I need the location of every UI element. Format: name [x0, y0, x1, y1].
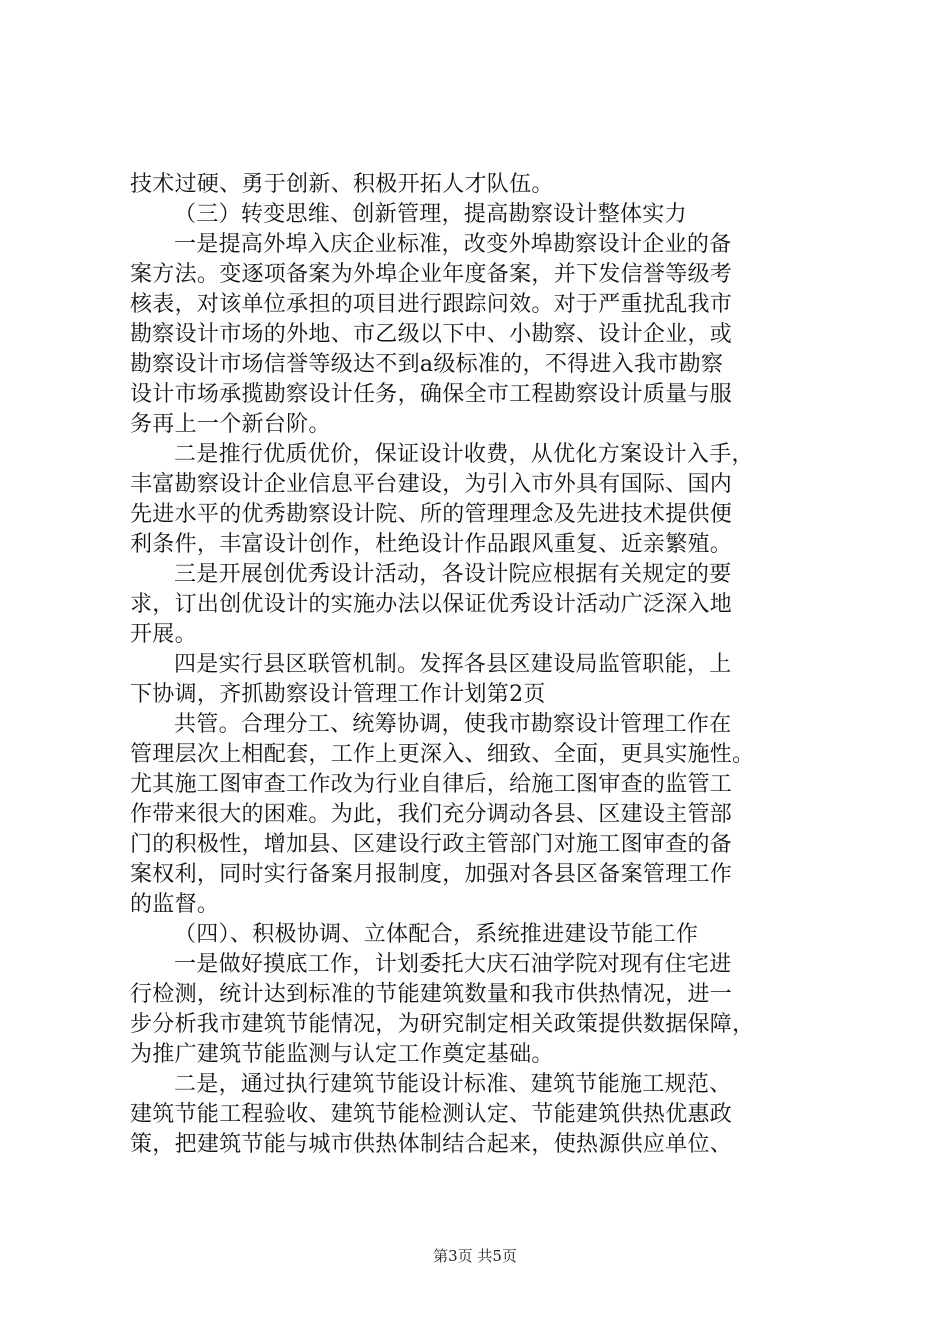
text-line: 案权利，同时实行备案月报制度，加强对各县区备案管理工作	[130, 862, 733, 887]
page-footer: 第3页 共5页	[433, 1247, 517, 1265]
text-line: 共管。合理分工、统筹协调，使我市勘察设计管理工作在	[174, 712, 732, 737]
text-line: 开展。	[130, 622, 197, 647]
text-line: （四）、积极协调、立体配合，系统推进建设节能工作	[174, 922, 699, 947]
text-line: 勘察设计市场信誉等级达不到a级标准的，不得进入我市勘察	[130, 352, 724, 377]
text-line: （三）转变思维、创新管理，提高勘察设计整体实力	[174, 202, 687, 227]
text-line: 勘察设计市场的外地、市乙级以下中、小勘察、设计企业，或	[130, 322, 733, 347]
text-line: 行检测，统计达到标准的节能建筑数量和我市供热情况，进一	[130, 982, 733, 1007]
text-line: 尤其施工图审查工作改为行业自律后，给施工图审查的监管工	[130, 772, 733, 797]
text-line: 门的积极性，增加县、区建设行政主管部门对施工图审查的备	[130, 832, 733, 857]
text-line: 技术过硬、勇于创新、积极开拓人才队伍。	[130, 172, 554, 197]
document-body	[130, 170, 834, 1160]
text-line: 案方法。变逐项备案为外埠企业年度备案，并下发信誉等级考	[130, 262, 733, 287]
text-line: 建筑节能工程验收、建筑节能检测认定、节能建筑供热优惠政	[130, 1102, 733, 1127]
text-line: 利条件，丰富设计创作，杜绝设计作品跟风重复、近亲繁殖。	[130, 532, 733, 557]
text-line: 三是开展创优秀设计活动，各设计院应根据有关规定的要	[174, 562, 732, 587]
text-line: 设计市场承揽勘察设计任务，确保全市工程勘察设计质量与服	[130, 382, 733, 407]
text-line: 为推广建筑节能监测与认定工作奠定基础。	[130, 1042, 554, 1067]
text-line: 四是实行县区联管机制。发挥各县区建设局监管职能，上	[174, 652, 732, 677]
text-line: 求，订出创优设计的实施办法以保证优秀设计活动广泛深入地	[130, 592, 733, 617]
text-line: 务再上一个新台阶。	[130, 412, 331, 437]
text-line: 策，把建筑节能与城市供热体制结合起来，使热源供应单位、	[130, 1132, 733, 1157]
text-line: 核表，对该单位承担的项目进行跟踪问效。对于严重扰乱我市	[130, 292, 733, 317]
text-line: 二是，通过执行建筑节能设计标准、建筑节能施工规范、	[174, 1072, 732, 1097]
text-line: 丰富勘察设计企业信息平台建设，为引入市外具有国际、国内	[130, 472, 733, 497]
text-line: 管理层次上相配套，工作上更深入、细致、全面，更具实施性。	[130, 742, 755, 767]
text-line: 一是做好摸底工作，计划委托大庆石油学院对现有住宅进	[174, 952, 732, 977]
text-line: 先进水平的优秀勘察设计院、所的管理理念及先进技术提供便	[130, 502, 733, 527]
text-line: 下协调，齐抓勘察设计管理工作计划第2页	[130, 682, 546, 707]
text-line: 作带来很大的困难。为此，我们充分调动各县、区建设主管部	[130, 802, 733, 827]
text-line: 步分析我市建筑节能情况，为研究制定相关政策提供数据保障，	[130, 1012, 755, 1037]
text-line: 一是提高外埠入庆企业标准，改变外埠勘察设计企业的备	[174, 232, 732, 257]
text-line: 二是推行优质优价，保证设计收费，从优化方案设计入手，	[174, 442, 754, 467]
text-line: 的监督。	[130, 892, 220, 917]
